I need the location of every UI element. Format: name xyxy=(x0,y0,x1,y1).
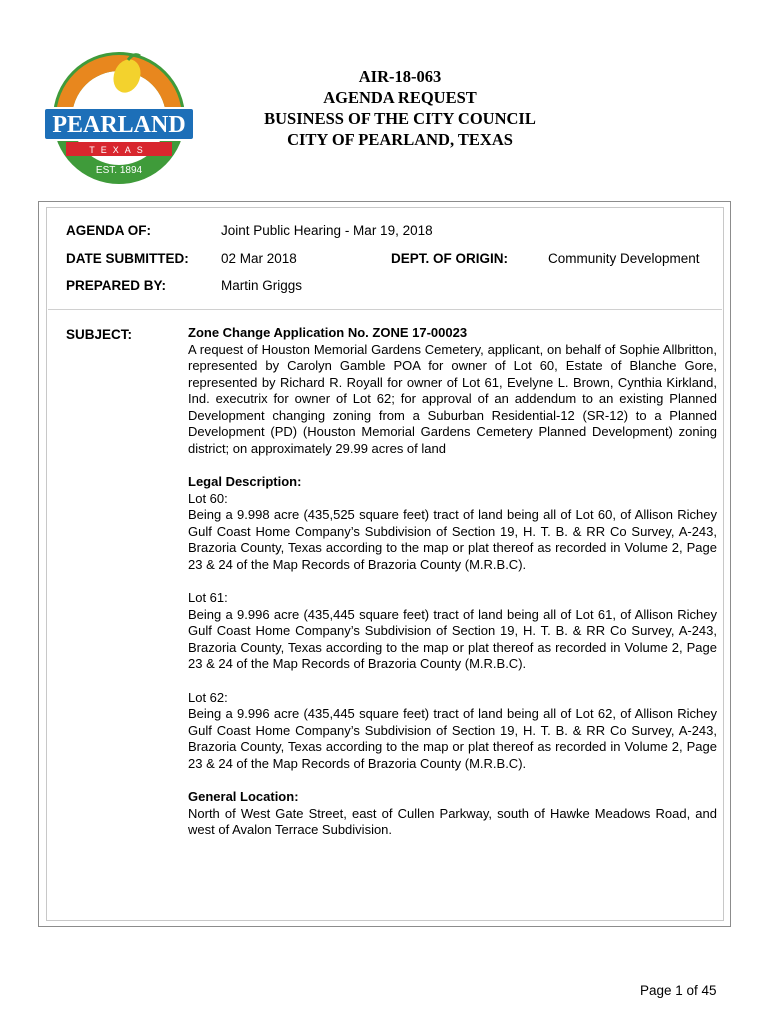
logo-sub-text: TEXAS xyxy=(89,145,149,155)
prepared-by-value: Martin Griggs xyxy=(221,278,303,293)
lot-62-text: Being a 9.996 acre (435,445 square feet) tract of land being all of Lot 62, of Allison Richey Gulf Coast Home Company’s Subdivision of Section 19, H. T. B. & RR Co Survey, A-243, Brazoria County, Texas according to the map or plat thereof as recorded in Volume 2, Page 23 & 24 of the Map Records of Brazoria County (M.R.B.C). xyxy=(188,706,717,771)
legal-description-heading: Legal Description: xyxy=(188,474,302,489)
logo-banner-text: PEARLAND xyxy=(52,112,186,138)
subject-text: A request of Houston Memorial Gardens Cemetery, applicant, on behalf of Sophie Allbritton, represented by Carolyn Gamble POA for owner of Lot 60, Estate of Blanche Gore, represented by Richard R. Royall for owner of Lot 61, Evelyne L. Brown, Cynthia Kirkland, Ind. executrix for owner of Lot 62; for approval of an addendum to an existing Planned Development changing zoning from a Suburban Residential-12 (SR-12) to a Planned Development (PD) (Houston Memorial Gardens Cemetery Planned Development) zoning district; on approximately 29.99 acres of land xyxy=(188,341,717,456)
dept-origin-label: DEPT. OF ORIGIN: xyxy=(391,251,509,266)
general-location-heading: General Location: xyxy=(188,789,299,804)
lot-61-label: Lot 61: xyxy=(188,590,228,605)
agenda-of-label: AGENDA OF: xyxy=(66,223,151,238)
agenda-of-value: Joint Public Hearing - Mar 19, 2018 xyxy=(221,223,433,238)
general-location-text: North of West Gate Street, east of Cullen Parkway, south of Hawke Meadows Road, and west of Avalon Terrace Subdivision. xyxy=(188,805,717,837)
header-subtitle: BUSINESS OF THE CITY COUNCIL xyxy=(264,109,536,128)
subject-label: SUBJECT: xyxy=(66,327,133,342)
item-number: AIR-18-063 xyxy=(358,67,442,86)
page-number: Page 1 of 45 xyxy=(640,983,717,998)
date-submitted-label: DATE SUBMITTED: xyxy=(66,251,189,266)
header-city: CITY OF PEARLAND, TEXAS xyxy=(287,130,513,149)
dept-origin-value: Community Development xyxy=(548,251,700,266)
lot-61-text: Being a 9.996 acre (435,445 square feet) tract of land being all of Lot 61, of Allison Richey Gulf Coast Home Company’s Subdivision of Section 19, H. T. B. & RR Co Survey, A-243, Brazoria County, Texas according to the map or plat thereof as recorded in Volume 2, Page 23 & 24 of the Map Records of Brazoria County (M.R.B.C). xyxy=(188,606,717,671)
prepared-by-label: PREPARED BY: xyxy=(66,278,167,293)
subject-body xyxy=(188,325,717,839)
pearland-seal-graphic xyxy=(42,46,196,186)
lot-60-label: Lot 60: xyxy=(188,490,228,506)
lot-62-label: Lot 62: xyxy=(188,689,228,705)
header-title: AGENDA REQUEST xyxy=(323,88,477,107)
city-logo xyxy=(42,46,196,186)
lot-60-text: Being a 9.998 acre (435,525 square feet) tract of land being all of Lot 60, of Allison Richey Gulf Coast Home Company’s Subdivision of Section 19, H. T. B. & RR Co Survey, A-243, Brazoria County, Texas according to the map or plat thereof as recorded in Volume 2, Page 23 & 24 of the Map Records of Brazoria County (M.R.B.C). xyxy=(188,507,717,572)
section-divider xyxy=(48,309,722,310)
logo-est-text: EST. 1894 xyxy=(95,165,143,176)
subject-title: Zone Change Application No. ZONE 17-00023 xyxy=(188,325,468,340)
date-submitted-value: 02 Mar 2018 xyxy=(221,251,297,266)
document-header xyxy=(200,66,600,150)
